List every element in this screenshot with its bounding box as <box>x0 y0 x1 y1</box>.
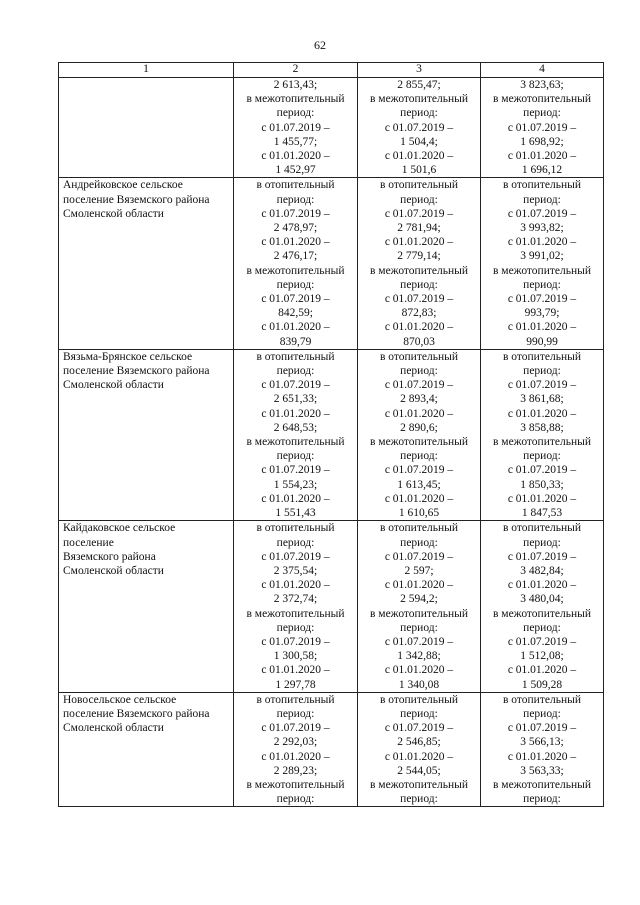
tariff-line: в отопительный <box>503 693 581 706</box>
tariff-line: с 01.07.2019 – <box>507 293 577 306</box>
tariff-line: с 01.07.2019 – <box>384 464 454 477</box>
settlement-name-line: Андрейковское сельское <box>63 179 183 192</box>
tariff-line: в отопительный <box>380 179 458 192</box>
tariff-line: 990,99 <box>526 335 558 348</box>
tariff-cell-col-3 <box>358 349 481 520</box>
tariff-line: период: <box>400 365 438 378</box>
tariff-line: с 01.01.2020 – <box>384 579 454 592</box>
tariff-line: 2 781,94; <box>397 222 441 235</box>
tariff-line: с 01.01.2020 – <box>261 492 330 505</box>
tariff-cell-col-3 <box>358 692 481 807</box>
tariff-line: период: <box>400 793 438 806</box>
tariff-line: период: <box>523 450 561 463</box>
tariff-line: с 01.07.2019 – <box>507 121 577 134</box>
tariff-line: в отопительный <box>256 693 335 706</box>
tariff-line: 3 563,33; <box>520 764 564 777</box>
tariff-line: с 01.07.2019 – <box>507 635 577 648</box>
tariff-line: период: <box>523 278 561 291</box>
settlement-name-line: Вязьма-Брянское сельское <box>63 350 193 363</box>
tariff-line: с 01.07.2019 – <box>261 207 330 220</box>
tariff-line: с 01.01.2020 – <box>507 321 577 334</box>
tariff-line: с 01.01.2020 – <box>261 750 330 763</box>
tariff-line: период: <box>523 193 561 206</box>
table-row <box>59 692 604 807</box>
settlement-name-line: поселение Вяземского района <box>63 193 210 206</box>
tariff-line: период: <box>523 707 561 720</box>
tariff-line: период: <box>276 707 315 720</box>
settlement-name-line: Смоленской области <box>63 207 164 220</box>
header-cell-1: 1 <box>59 63 234 78</box>
tariff-line: в межотопительный <box>492 93 592 106</box>
tariff-line: в межотопительный <box>246 436 345 449</box>
settlement-name-line: поселение Вяземского района <box>63 365 210 378</box>
tariff-line: период: <box>400 621 438 634</box>
tariff-line: 2 648,53; <box>273 421 318 434</box>
tariff-cell-col-4 <box>481 349 604 520</box>
tariff-line: в отопительный <box>256 350 335 363</box>
tariff-line: 1 342,88; <box>397 650 441 663</box>
tariff-line: период: <box>400 707 438 720</box>
tariff-line: период: <box>276 536 315 549</box>
tariff-line: с 01.07.2019 – <box>384 121 454 134</box>
tariff-line: 1 551,43 <box>275 507 316 520</box>
tariff-line: в отопительный <box>380 693 458 706</box>
table-header-row <box>59 63 604 78</box>
tariff-line: с 01.07.2019 – <box>384 293 454 306</box>
settlement-name-cell <box>59 178 234 349</box>
tariff-line: период: <box>523 536 561 549</box>
tariff-line: с 01.07.2019 – <box>384 550 454 563</box>
header-cell-4: 4 <box>481 63 604 78</box>
tariff-line: 2 597; <box>404 564 434 577</box>
tariff-line: 3 823,63; <box>520 79 564 91</box>
tariff-line: с 01.01.2020 – <box>507 236 577 249</box>
tariff-line: период: <box>276 450 315 463</box>
tariff-line: период: <box>523 793 561 806</box>
tariff-line: 1 696,12 <box>521 164 563 177</box>
tariff-line: с 01.01.2020 – <box>384 150 454 163</box>
tariff-line: с 01.07.2019 – <box>384 379 454 392</box>
tariff-line: с 01.01.2020 – <box>384 492 454 505</box>
tariff-line: в отопительный <box>503 350 581 363</box>
tariff-line: с 01.07.2019 – <box>507 379 577 392</box>
settlement-name-line: Смоленской области <box>63 564 164 577</box>
tariff-cell-col-3 <box>358 78 481 178</box>
tariff-cell-col-3 <box>358 521 481 692</box>
tariff-line: 2 375,54; <box>273 564 318 577</box>
tariff-table <box>58 62 604 807</box>
tariff-line: в отопительный <box>380 350 458 363</box>
tariff-cell-col-2 <box>234 349 358 520</box>
table-row <box>59 349 604 520</box>
tariff-line: с 01.07.2019 – <box>261 379 330 392</box>
tariff-line: 842,59; <box>278 307 313 320</box>
tariff-line: с 01.01.2020 – <box>261 407 330 420</box>
tariff-line: с 01.01.2020 – <box>507 407 577 420</box>
tariff-line: 870,03 <box>403 335 435 348</box>
tariff-line: в отопительный <box>380 522 458 535</box>
tariff-line: период: <box>400 107 438 120</box>
tariff-line: период: <box>523 365 561 378</box>
settlement-name-cell <box>59 521 234 692</box>
tariff-line: в межотопительный <box>492 264 592 277</box>
tariff-line: 3 861,68; <box>520 393 564 406</box>
tariff-line: с 01.01.2020 – <box>384 321 454 334</box>
tariff-line: 872,83; <box>401 307 437 320</box>
tariff-cell-col-4 <box>481 78 604 178</box>
tariff-line: с 01.01.2020 – <box>507 150 577 163</box>
tariff-line: с 01.07.2019 – <box>261 293 330 306</box>
tariff-line: 1 847,53 <box>521 507 563 520</box>
tariff-line: с 01.07.2019 – <box>507 207 577 220</box>
tariff-cell-col-4 <box>481 692 604 807</box>
tariff-line: 3 480,04; <box>520 593 564 606</box>
tariff-cell-col-2 <box>234 692 358 807</box>
page-number: 62 <box>314 38 326 52</box>
tariff-line: период: <box>400 450 438 463</box>
settlement-name-line: поселение Вяземского района <box>63 707 210 720</box>
tariff-line: 2 651,33; <box>273 393 318 406</box>
tariff-line: 2 613,43; <box>273 79 318 91</box>
tariff-line: в межотопительный <box>246 93 345 106</box>
tariff-line: в межотопительный <box>246 264 345 277</box>
tariff-line: в отопительный <box>503 179 581 192</box>
tariff-cell-col-4 <box>481 521 604 692</box>
tariff-line: 2 594,2; <box>400 593 438 606</box>
tariff-line: 3 993,82; <box>520 222 564 235</box>
tariff-line: с 01.01.2020 – <box>507 664 577 677</box>
settlement-name-line: Вяземского района <box>63 550 156 563</box>
settlement-name-cell <box>59 78 234 178</box>
tariff-line: 1 452,97 <box>275 164 316 177</box>
settlement-name-line: Смоленской области <box>63 379 164 392</box>
tariff-line: в межотопительный <box>369 264 469 277</box>
tariff-table-body <box>59 63 604 807</box>
settlement-name-line: Смоленской области <box>63 722 164 735</box>
tariff-line: с 01.07.2019 – <box>261 550 330 563</box>
tariff-line: с 01.07.2019 – <box>261 464 330 477</box>
tariff-line: с 01.01.2020 – <box>384 664 454 677</box>
tariff-line: период: <box>276 107 315 120</box>
tariff-line: период: <box>276 793 315 806</box>
table-row <box>59 521 604 692</box>
tariff-line: с 01.07.2019 – <box>261 635 330 648</box>
tariff-line: 2 292,03; <box>273 736 318 749</box>
tariff-line: период: <box>276 278 315 291</box>
tariff-line: в межотопительный <box>492 778 592 791</box>
tariff-line: в отопительный <box>503 522 581 535</box>
tariff-line: в межотопительный <box>246 778 345 791</box>
tariff-line: 993,79; <box>524 307 560 320</box>
table-row <box>59 178 604 349</box>
tariff-line: 1 297,78 <box>275 678 316 691</box>
tariff-line: 1 613,45; <box>397 478 441 491</box>
settlement-name-line: поселение <box>63 536 114 549</box>
tariff-line: с 01.01.2020 – <box>261 579 330 592</box>
tariff-line: с 01.01.2020 – <box>261 321 330 334</box>
tariff-cell-col-2 <box>234 78 358 178</box>
tariff-line: период: <box>276 621 315 634</box>
tariff-line: 3 858,88; <box>520 421 564 434</box>
tariff-line: в межотопительный <box>369 607 469 620</box>
tariff-line: 839,79 <box>279 335 312 348</box>
tariff-line: с 01.01.2020 – <box>261 150 330 163</box>
tariff-line: с 01.07.2019 – <box>261 722 330 735</box>
tariff-line: 1 509,28 <box>521 678 563 691</box>
tariff-line: в межотопительный <box>492 436 592 449</box>
tariff-cell-col-2 <box>234 521 358 692</box>
tariff-line: период: <box>400 536 438 549</box>
tariff-line: в отопительный <box>256 522 335 535</box>
tariff-line: 1 610,65 <box>398 507 440 520</box>
tariff-line: 2 890,6; <box>400 421 438 434</box>
tariff-line: с 01.01.2020 – <box>507 579 577 592</box>
settlement-name-cell <box>59 692 234 807</box>
tariff-line: период: <box>400 278 438 291</box>
tariff-line: 2 544,05; <box>397 764 441 777</box>
header-cell-2: 2 <box>234 63 358 78</box>
tariff-line: 2 476,17; <box>273 250 318 263</box>
tariff-line: 1 850,33; <box>520 478 564 491</box>
tariff-line: 1 512,08; <box>520 650 564 663</box>
table-row <box>59 78 604 178</box>
tariff-line: 1 698,92; <box>520 135 564 148</box>
tariff-cell-col-4 <box>481 178 604 349</box>
tariff-line: период: <box>400 193 438 206</box>
tariff-line: с 01.01.2020 – <box>384 236 454 249</box>
tariff-line: 1 504,4; <box>400 135 438 148</box>
tariff-line: 2 779,14; <box>397 250 441 263</box>
settlement-name-line: Новосельское сельское <box>63 693 177 706</box>
tariff-line: период: <box>523 107 561 120</box>
tariff-line: с 01.01.2020 – <box>507 492 577 505</box>
tariff-line: период: <box>523 621 561 634</box>
tariff-line: в межотопительный <box>492 607 592 620</box>
settlement-name-line: Кайдаковское сельское <box>63 522 176 535</box>
tariff-line: 3 991,02; <box>520 250 564 263</box>
tariff-line: 3 482,84; <box>520 564 564 577</box>
tariff-line: 1 340,08 <box>398 678 440 691</box>
tariff-line: 3 566,13; <box>520 736 564 749</box>
tariff-line: с 01.01.2020 – <box>384 407 454 420</box>
tariff-line: в межотопительный <box>369 778 469 791</box>
tariff-line: с 01.07.2019 – <box>384 722 454 735</box>
tariff-line: с 01.01.2020 – <box>261 664 330 677</box>
header-cell-3: 3 <box>358 63 481 78</box>
settlement-name-cell <box>59 349 234 520</box>
tariff-line: 2 289,23; <box>273 764 318 777</box>
tariff-line: с 01.01.2020 – <box>261 236 330 249</box>
tariff-line: 2 372,74; <box>273 593 318 606</box>
tariff-line: с 01.07.2019 – <box>261 121 330 134</box>
tariff-line: с 01.07.2019 – <box>384 635 454 648</box>
tariff-line: 1 455,77; <box>273 135 318 148</box>
tariff-line: в межотопительный <box>369 436 469 449</box>
tariff-line: период: <box>276 365 315 378</box>
tariff-line: с 01.07.2019 – <box>507 550 577 563</box>
tariff-line: 1 300,58; <box>273 650 318 663</box>
tariff-line: 2 893,4; <box>400 393 438 406</box>
tariff-line: 1 554,23; <box>273 478 318 491</box>
tariff-line: 2 478,97; <box>273 222 318 235</box>
tariff-cell-col-2 <box>234 178 358 349</box>
tariff-cell-col-3 <box>358 178 481 349</box>
tariff-line: с 01.07.2019 – <box>507 464 577 477</box>
tariff-line: с 01.07.2019 – <box>507 722 577 735</box>
tariff-line: в межотопительный <box>246 607 345 620</box>
tariff-line: в межотопительный <box>369 93 469 106</box>
tariff-line: 2 855,47; <box>397 79 441 91</box>
tariff-line: с 01.07.2019 – <box>384 207 454 220</box>
tariff-line: с 01.01.2020 – <box>384 750 454 763</box>
tariff-line: 1 501,6 <box>401 164 437 177</box>
tariff-line: с 01.01.2020 – <box>507 750 577 763</box>
tariff-line: период: <box>276 193 315 206</box>
tariff-line: в отопительный <box>256 179 335 192</box>
tariff-line: 2 546,85; <box>397 736 441 749</box>
